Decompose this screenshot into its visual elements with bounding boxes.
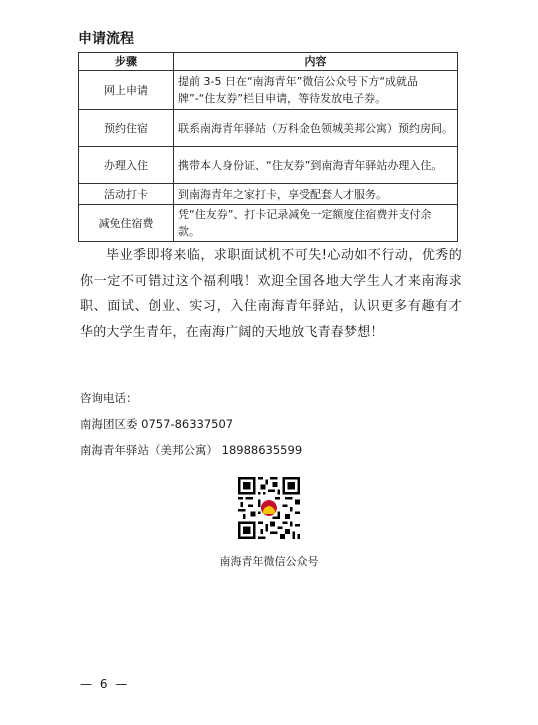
table-row (79, 110, 458, 147)
content-cell: 到南海青年之家打卡，享受配套人才服务。 (174, 184, 458, 205)
step-cell: 减免住宿费 (79, 205, 174, 242)
header-step: 步骤 (79, 53, 174, 71)
table-row (79, 71, 458, 110)
table-row (79, 205, 458, 242)
step-cell: 办理入住 (79, 147, 174, 184)
step-cell: 预约住宿 (79, 110, 174, 147)
step-cell: 活动打卡 (79, 184, 174, 205)
contact-label: 咨询电话： (80, 391, 138, 405)
content-cell: 联系南海青年驿站（万科金色领城美邦公寓）预约房间。 (174, 110, 458, 147)
content-cell: 提前 3-5 日在“南海青年”微信公众号下方“成就品牌”-“住友券”栏目申请，等待发放电子券。 (174, 71, 458, 110)
content-cell: 凭“住友券”、打卡记录减免一定额度住宿费并支付余款。 (174, 205, 458, 242)
application-steps-table (78, 52, 458, 242)
contact-phone-youth-station: 南海青年驿站（美邦公寓） 18988635599 (80, 443, 303, 457)
contact-phone-youth-league: 南海团区委 0757-86337507 (80, 417, 234, 431)
section-title: 申请流程 (78, 31, 134, 47)
body-paragraph: 毕业季即将来临，求职面试机不可失!心动如不行动，优秀的你一定不可错过这个福利哦！欢迎全国各地大学生人才来南海求职、面试、创业、实习，入住南海青年驿站，认识更多有趣有才华的大学生青年，在南海广阔的天地放飞青春梦想！ (80, 248, 462, 340)
table-row (79, 147, 458, 184)
page-number: — 6 — (80, 677, 130, 691)
table-row (79, 184, 458, 205)
content-cell: 携带本人身份证、“住友券”到南海青年驿站办理入住。 (174, 147, 458, 184)
table-header-row (79, 53, 458, 71)
qr-caption: 南海青年微信公众号 (219, 555, 319, 568)
qr-code-icon[interactable] (238, 477, 300, 539)
header-content: 内容 (174, 53, 458, 71)
step-cell: 网上申请 (79, 71, 174, 110)
